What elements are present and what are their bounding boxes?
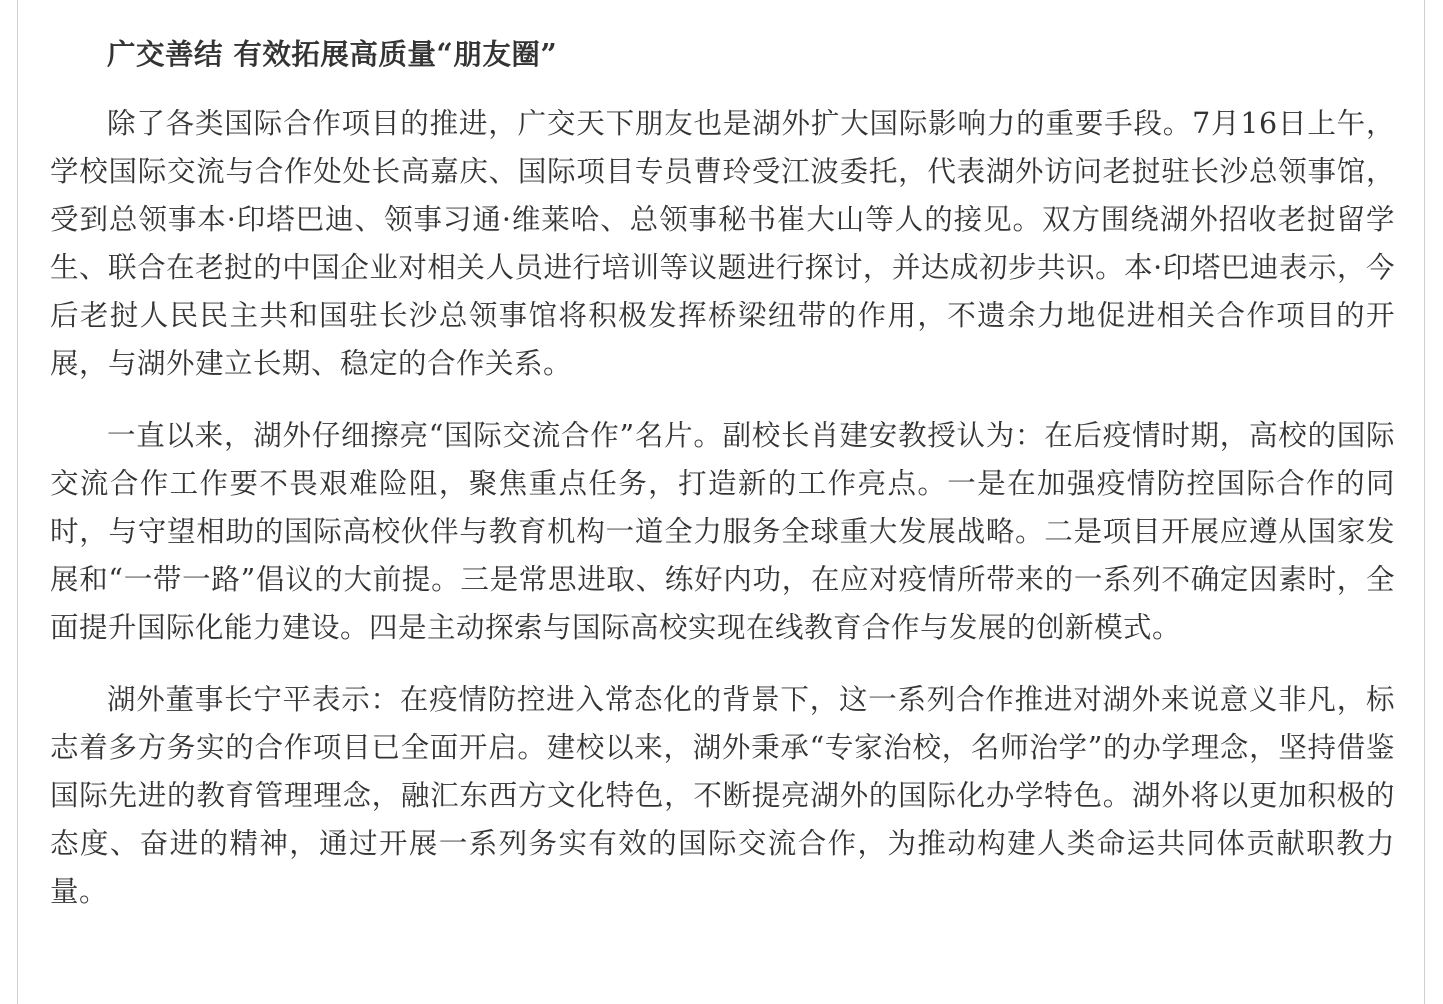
section-heading: 广交善结 有效拓展高质量“朋友圈” xyxy=(107,37,558,71)
article-body xyxy=(50,30,1395,940)
paragraph-chairman: 湖外董事长宁平表示：在疫情防控进入常态化的背景下，这一系列合作推进对湖外来说意义非凡，标志着多方务实的合作项目已全面开启。建校以来，湖外秉承“专家治校，名师治学”的办学理念，坚持借鉴国际先进的教育管理理念，融汇东西方文化特色，不断提亮湖外的国际化办学特色。湖外将以更加积极的态度、奋进的精神，通过开展一系列务实有效的国际交流合作，为推动构建人类命运共同体贡献职教力量。 xyxy=(50,683,1395,908)
paragraph-laos-consulate: 除了各类国际合作项目的推进，广交天下朋友也是湖外扩大国际影响力的重要手段。7月16日上午，学校国际交流与合作处处长高嘉庆、国际项目专员曹玲受江波委托，代表湖外访问老挝驻长沙总领事馆，受到总领事本·印塔巴迪、领事习通·维莱哈、总领事秘书崔大山等人的接见。双方围绕湖外招收老挝留学生、联合在老挝的中国企业对相关人员进行培训等议题进行探讨，并达成初步共识。本·印塔巴迪表示，今后老挝人民民主共和国驻长沙总领事馆将积极发挥桥梁纽带的作用，不遗余力地促进相关合作项目的开展，与湖外建立长期、稳定的合作关系。 xyxy=(50,107,1395,380)
paragraph-vice-president: 一直以来，湖外仔细擦亮“国际交流合作”名片。副校长肖建安教授认为：在后疫情时期，高校的国际交流合作工作要不畏艰难险阻，聚焦重点任务，打造新的工作亮点。一是在加强疫情防控国际合作的同时，与守望相助的国际高校伙伴与教育机构一道全力服务全球重大发展战略。二是项目开展应遵从国家发展和“一带一路”倡议的大前提。三是常思进取、练好内功，在应对疫情所带来的一系列不确定因素时，全面提升国际化能力建设。四是主动探索与国际高校实现在线教育合作与发展的创新模式。 xyxy=(50,419,1395,644)
